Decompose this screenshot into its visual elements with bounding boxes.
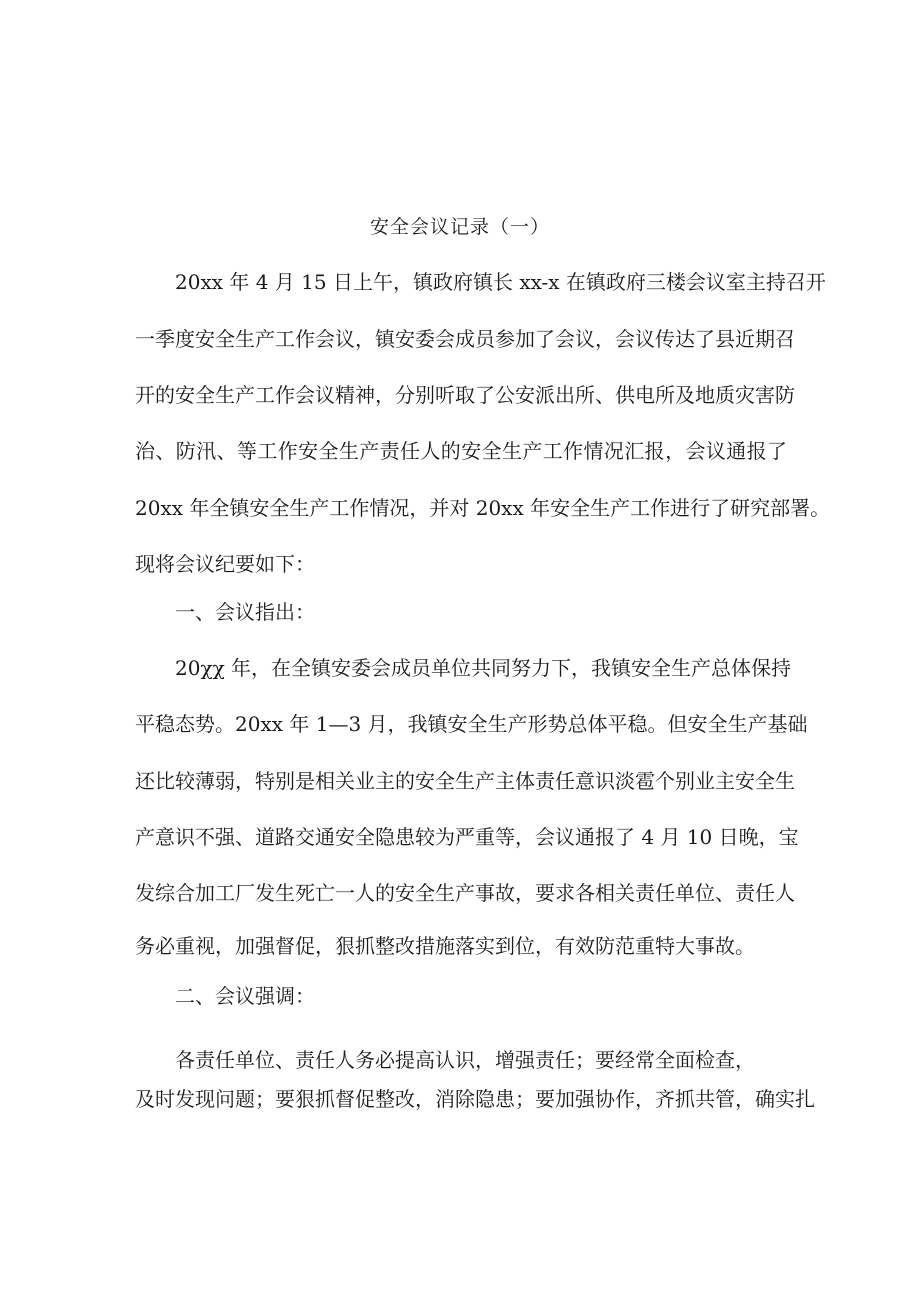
paragraph-line: 20χχ 年，在全镇安委会成员单位共同努力下，我镇安全生产总体保持 [175, 656, 792, 680]
section-heading: 一、会议指出： [175, 600, 315, 624]
paragraph-line: 各责任单位、责任人务必提高认识，增强责任；要经常全面检查， [175, 1048, 755, 1072]
paragraph-line: 发综合加工厂发生死亡一人的安全生产事故，要求各相关责任单位、责任人 [135, 881, 795, 905]
paragraph-line: 治、防汛、等工作安全生产责任人的安全生产工作情况汇报，会议通报了 [135, 439, 787, 463]
paragraph-line: 务必重视，加强督促，狠抓整改措施落实到位，有效防范重特大事故。 [135, 934, 755, 958]
paragraph-line: 现将会议纪要如下： [135, 552, 315, 576]
paragraph-line: 平稳态势。20xx 年 1—3 月，我镇安全生产形势总体平稳。但安全生产基础 [135, 712, 808, 736]
paragraph-line: 产意识不强、道路交通安全隐患较为严重等，会议通报了 4 月 10 日晚，宝 [135, 825, 799, 849]
paragraph-line: 开的安全生产工作会议精神，分别听取了公安派出所、供电所及地质灾害防 [135, 383, 795, 407]
paragraph-line: 20xx 年全镇安全生产工作情况，并对 20xx 年安全生产工作进行了研究部署。 [135, 496, 831, 520]
paragraph-line: 一季度安全生产工作会议，镇安委会成员参加了会议，会议传达了县近期召 [135, 327, 795, 351]
section-heading: 二、会议强调： [175, 984, 315, 1008]
paragraph-line: 及时发现问题；要狠抓督促整改，消除隐患；要加强协作，齐抓共管，确实扎 [135, 1087, 815, 1111]
paragraph-line: 还比较薄弱，特别是相关业主的安全生产主体责任意识淡雹个别业主安全生 [135, 769, 795, 793]
document-title: 安全会议记录（一） [369, 216, 550, 238]
paragraph-line: 20xx 年 4 月 15 日上午，镇政府镇长 xx-x 在镇政府三楼会议室主持召开 [175, 270, 826, 294]
